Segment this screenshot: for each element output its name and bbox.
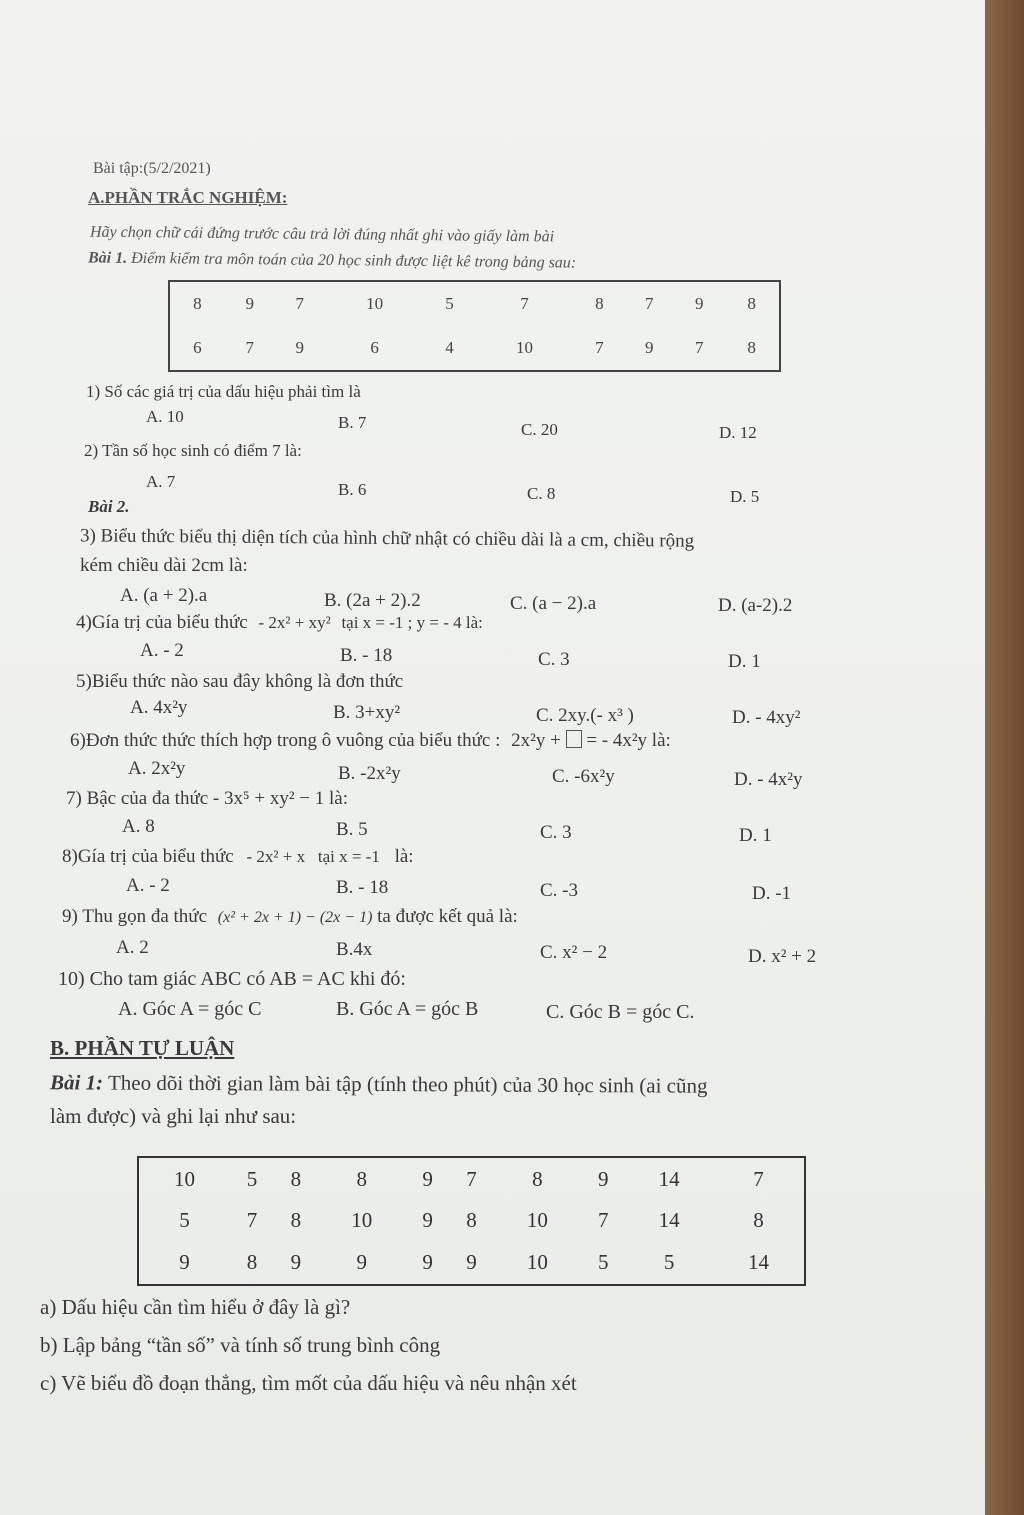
question-8 [62,846,414,868]
table-cell: 7 [595,338,604,357]
q7-option-d: D. 1 [739,825,772,846]
q8-expression: - 2x² + x [246,847,306,866]
q1-option-c: C. 20 [521,420,558,439]
table-cell: 5 [597,1250,609,1275]
part-b-bai1-text1: Theo dõi thời gian làm bài tập (tính theo phút) của 30 học sinh (ai cũng [107,1070,708,1098]
table-cell: 8 [290,1166,302,1191]
exercise-date: Bài tập:(5/2/2021) [93,160,211,177]
q5-option-b: B. 3+xy² [333,702,401,723]
table-cell: 10 [515,338,533,357]
table-row [138,1157,805,1200]
question-10: 10) Cho tam giác ABC có AB = AC khi đó: [58,968,406,990]
part-b-bai1-line1 [50,1070,708,1098]
part-b-bai1-line2: làm được) và ghi lại như sau: [50,1104,297,1128]
table-cell: 14 [658,1166,680,1191]
table-cell: 9 [422,1250,433,1275]
q6-expr-right: = - 4x²y là: [586,730,671,751]
q3-option-c: C. (a − 2).a [510,593,597,614]
q3-option-a: A. (a + 2).a [120,585,208,606]
scores-table [168,280,781,372]
q6-text: 6)Đơn thức thức thích hợp trong ô vuông của biểu thức : [70,730,501,751]
q9-option-d: D. x² + 2 [748,946,817,967]
part-b-bai1-label: Bài 1: [49,1070,104,1095]
table-cell: 6 [370,338,379,357]
table-cell: 7 [597,1208,609,1233]
q6-option-b: B. -2x²y [338,763,401,784]
blank-box [566,730,582,748]
table-cell: 14 [658,1208,680,1233]
section-a-title: A.PHẦN TRẮC NGHIỆM: [88,188,288,207]
question-2: 2) Tần số học sinh có điểm 7 là: [84,441,302,460]
q4-option-d: D. 1 [728,651,761,672]
table-cell: 7 [694,338,704,357]
q10-option-b: B. Góc A = góc B [336,998,479,1020]
table-cell: 9 [694,294,704,313]
table-cell: 10 [366,294,384,313]
q2-option-a: A. 7 [146,472,176,491]
table-cell: 7 [520,294,529,313]
question-3-line2: kém chiều dài 2cm là: [80,555,248,576]
q7-option-b: B. 5 [336,819,368,840]
q2-option-c: C. 8 [527,484,556,503]
table-cell: 7 [295,294,304,313]
q5-option-a: A. 4x²y [130,697,188,718]
table-cell: 5 [179,1208,190,1233]
bai1-line [88,249,576,272]
q8-option-b: B. - 18 [336,877,389,898]
table-cell: 14 [747,1250,769,1275]
table-cell: 8 [290,1208,302,1233]
table-cell: 10 [526,1250,548,1275]
table-cell: 8 [532,1166,543,1191]
q2-option-b: B. 6 [338,480,367,499]
table-cell: 8 [356,1166,367,1191]
table-cell: 8 [466,1208,477,1233]
table-row [169,326,780,371]
bai1-label: Bài 1. [87,249,128,267]
q9-expression: (x² + 2x + 1) − (2x − 1) [217,909,373,926]
bai1-text: Điểm kiểm tra môn toán của 20 học sinh được liệt kê trong bảng sau: [131,249,577,272]
q6-option-d: D. - 4x²y [734,769,803,790]
table-cell: 5 [663,1250,675,1275]
table-cell: 8 [595,294,604,313]
bai2-label: Bài 2. [88,497,130,516]
table-cell: 8 [753,1208,764,1233]
question-6 [70,730,671,752]
table-cell: 5 [246,1166,258,1191]
q4-text: 4)Gía trị của biểu thức [76,612,248,633]
q7-option-c: C. 3 [540,822,572,843]
table-cell: 9 [295,338,304,357]
q7-option-a: A. 8 [122,816,155,837]
q8-text: 8)Gía trị của biểu thức [62,846,234,867]
time-table [137,1156,806,1286]
table-cell: 9 [597,1166,609,1191]
table-cell: 8 [747,338,756,357]
part-b-question-b: b) Lập bảng “tần số” và tính số trung bình công [40,1333,441,1357]
question-9 [62,906,518,928]
q8-tail: là: [394,846,414,867]
table-cell: 6 [193,338,202,357]
q5-option-c: C. 2xy.(- x³ ) [536,705,634,726]
table-cell: 7 [466,1166,477,1191]
table-cell: 4 [445,338,454,357]
question-4 [76,612,483,634]
q8-option-a: A. - 2 [126,875,170,896]
q3-option-b: B. (2a + 2).2 [324,590,421,611]
q9-text: 9) Thu gọn đa thức [62,906,208,927]
table-cell: 9 [422,1208,433,1233]
table-cell: 9 [645,338,654,357]
q4-option-c: C. 3 [538,649,570,670]
table-cell: 7 [245,338,255,357]
q4-expression: - 2x² + xy² [258,613,331,632]
table-cell: 9 [245,294,255,313]
q3-option-d: D. (a-2).2 [718,595,793,616]
table-row [169,281,780,326]
table-cell: 9 [466,1250,477,1275]
table-cell: 9 [356,1250,367,1275]
question-1: 1) Số các giá trị của dấu hiệu phải tìm là [86,382,361,401]
question-5: 5)Biểu thức nào sau đây không là đơn thức [76,671,404,692]
table-cell: 8 [193,294,202,313]
table-row [138,1242,805,1285]
section-b-title: B. PHẦN TỰ LUẬN [50,1036,235,1060]
part-b-question-a: a) Dấu hiệu cần tìm hiểu ở đây là gì? [40,1295,351,1319]
q10-option-c: C. Góc B = góc C. [546,1001,695,1023]
q9-option-c: C. x² − 2 [540,942,608,963]
table-cell: 8 [747,294,756,313]
q1-option-a: A. 10 [146,407,184,426]
table-cell: 9 [422,1166,433,1191]
table-cell: 9 [179,1250,190,1275]
q4-option-b: B. - 18 [340,645,393,666]
q9-option-a: A. 2 [116,937,149,958]
q1-option-b: B. 7 [338,413,367,432]
table-cell: 7 [753,1166,764,1191]
q9-tail: ta được kết quả là: [377,906,518,927]
q10-option-a: A. Góc A = góc C [118,998,262,1020]
table-cell: 8 [246,1250,258,1275]
q4-option-a: A. - 2 [140,640,184,661]
table-cell: 10 [174,1166,195,1191]
q9-option-b: B.4x [336,939,373,960]
q4-condition: tại x = -1 ; y = - 4 là: [341,613,483,632]
table-cell: 10 [526,1208,548,1233]
part-b-question-c: c) Vẽ biểu đồ đoạn thẳng, tìm mốt của dấu hiệu và nêu nhận xét [40,1371,577,1395]
table-cell: 7 [246,1208,258,1233]
q6-expr-left: 2x²y + [511,730,561,751]
q6-option-a: A. 2x²y [128,758,186,779]
q8-option-c: C. -3 [540,880,578,901]
q2-option-d: D. 5 [730,487,760,506]
table-cell: 7 [645,294,654,313]
table-cell: 9 [290,1250,302,1275]
question-7: 7) Bậc của đa thức - 3x⁵ + xy² − 1 là: [66,788,348,809]
instruction-text: Hãy chọn chữ cái đứng trước câu trả lời đúng nhất ghi vào giấy làm bài [89,223,555,246]
q1-option-d: D. 12 [719,423,757,442]
table-cell: 5 [445,294,454,313]
q5-option-d: D. - 4xy² [732,707,801,728]
q8-condition: tại x = -1 [317,847,380,866]
table-row [138,1200,805,1242]
q6-option-c: C. -6x²y [552,766,615,787]
table-cell: 10 [351,1208,373,1233]
q8-option-d: D. -1 [752,883,792,904]
question-3-line1: 3) Biểu thức biểu thị diện tích của hình chữ nhật có chiều dài là a cm, chiều rộng [79,525,695,552]
